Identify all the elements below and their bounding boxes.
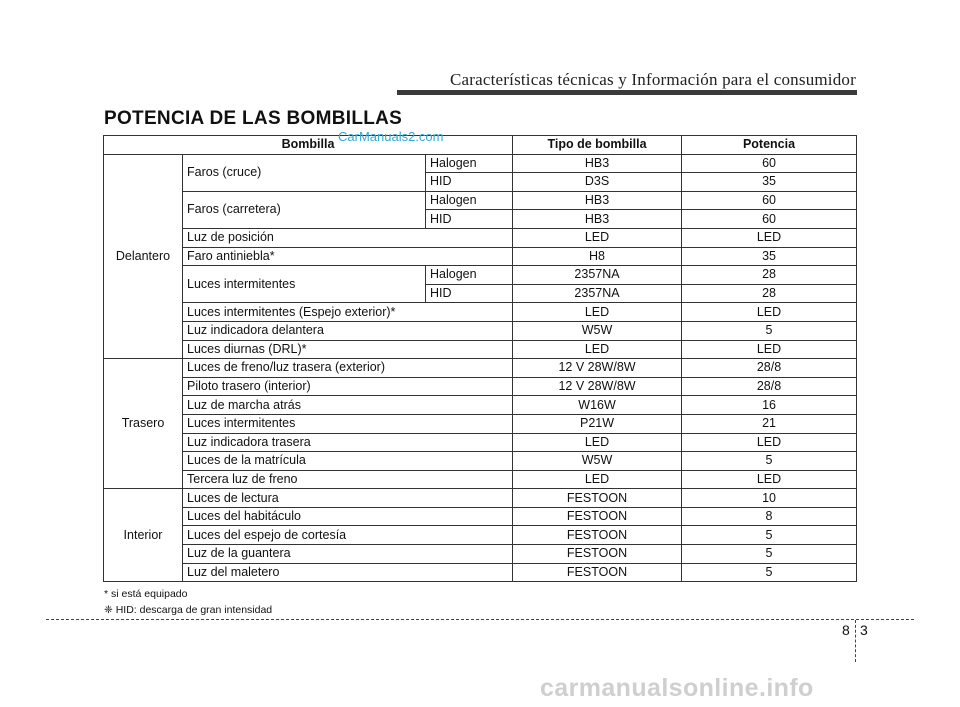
- table-row: [104, 247, 857, 266]
- bulb-type: FESTOON: [513, 563, 682, 582]
- bulb-variant: HID: [426, 210, 513, 229]
- footer-dashed-divider: [46, 619, 914, 620]
- bulb-variant: HID: [426, 284, 513, 303]
- table-row: [104, 396, 857, 415]
- bulb-power: LED: [682, 340, 857, 359]
- bulb-type: W5W: [513, 321, 682, 340]
- bulb-power: LED: [682, 433, 857, 452]
- table-row: [104, 470, 857, 489]
- table-row: [104, 526, 857, 545]
- bulb-variant: Halogen: [426, 266, 513, 285]
- table-row: [104, 507, 857, 526]
- column-header-type: Tipo de bombilla: [513, 136, 682, 155]
- bulb-power: 28: [682, 266, 857, 285]
- bulb-variant: HID: [426, 173, 513, 192]
- bulb-name: Luces de la matrícula: [183, 452, 513, 471]
- section-label: Interior: [104, 489, 183, 582]
- table-row: [104, 340, 857, 359]
- bulb-power: 5: [682, 563, 857, 582]
- bulb-power: 8: [682, 507, 857, 526]
- page-number: 3: [860, 622, 868, 638]
- bulb-type: HB3: [513, 210, 682, 229]
- bulb-type: P21W: [513, 414, 682, 433]
- bulb-name: Luces del espejo de cortesía: [183, 526, 513, 545]
- bulb-type: D3S: [513, 173, 682, 192]
- bulb-power: 28/8: [682, 377, 857, 396]
- table-row: [104, 489, 857, 508]
- bulb-power: 5: [682, 321, 857, 340]
- bulb-name: Piloto trasero (interior): [183, 377, 513, 396]
- bulb-power: 28/8: [682, 359, 857, 378]
- bulb-name: Faros (carretera): [183, 191, 426, 228]
- bulb-type: LED: [513, 303, 682, 322]
- bulb-name: Luz del maletero: [183, 563, 513, 582]
- bulb-name: Luces de freno/luz trasera (exterior): [183, 359, 513, 378]
- bulb-name: Luces del habitáculo: [183, 507, 513, 526]
- bulb-type: HB3: [513, 154, 682, 173]
- bulb-power: LED: [682, 303, 857, 322]
- bulb-power: 21: [682, 414, 857, 433]
- watermark-top: CarManuals2.com: [338, 129, 444, 144]
- bulb-name: Luces de lectura: [183, 489, 513, 508]
- bulb-type: 12 V 28W/8W: [513, 359, 682, 378]
- bulb-type: 2357NA: [513, 284, 682, 303]
- bulb-power: 60: [682, 191, 857, 210]
- bulb-name: Tercera luz de freno: [183, 470, 513, 489]
- bulb-type: W16W: [513, 396, 682, 415]
- bulb-name: Luz de posición: [183, 228, 513, 247]
- table-row: [104, 266, 857, 285]
- bulb-type: LED: [513, 470, 682, 489]
- bulb-power: 16: [682, 396, 857, 415]
- table-header-row: [104, 136, 857, 155]
- section-title: POTENCIA DE LAS BOMBILLAS: [104, 108, 403, 129]
- table-row: [104, 452, 857, 471]
- bulb-type: HB3: [513, 191, 682, 210]
- bulb-name: Luces intermitentes (Espejo exterior)*: [183, 303, 513, 322]
- table-row: [104, 191, 857, 210]
- column-header-power: Potencia: [682, 136, 857, 155]
- bulb-power: 5: [682, 452, 857, 471]
- bulb-power: 5: [682, 526, 857, 545]
- section-label: Trasero: [104, 359, 183, 489]
- bulb-name: Luces intermitentes: [183, 266, 426, 303]
- table-row: [104, 433, 857, 452]
- bulb-name: Faros (cruce): [183, 154, 426, 191]
- table-row: [104, 377, 857, 396]
- bulb-type: LED: [513, 433, 682, 452]
- bulb-power: 60: [682, 210, 857, 229]
- bulb-power: 60: [682, 154, 857, 173]
- footnote-hid: ❈ HID: descarga de gran intensidad: [104, 604, 273, 616]
- bulb-name: Luces intermitentes: [183, 414, 513, 433]
- watermark-bottom: carmanualsonline.info: [540, 674, 814, 702]
- footnotes: [104, 586, 272, 618]
- table-row: [104, 545, 857, 564]
- column-header-bulb: Bombilla: [104, 136, 513, 155]
- table-row: [104, 228, 857, 247]
- bulb-wattage-table: [103, 135, 857, 582]
- bulb-name: Luz de la guantera: [183, 545, 513, 564]
- table-row: [104, 563, 857, 582]
- bulb-power: LED: [682, 470, 857, 489]
- bulb-name: Luz de marcha atrás: [183, 396, 513, 415]
- bulb-power: 5: [682, 545, 857, 564]
- bulb-name: Faro antiniebla*: [183, 247, 513, 266]
- page-chapter-number: 8: [842, 622, 850, 638]
- table-body: [104, 154, 857, 582]
- bulb-power: 10: [682, 489, 857, 508]
- bulb-type: W5W: [513, 452, 682, 471]
- table-row: [104, 154, 857, 173]
- header-divider-bar: [397, 90, 857, 95]
- bulb-name: Luz indicadora trasera: [183, 433, 513, 452]
- chapter-header-title: Características técnicas y Información para el consumidor: [449, 70, 856, 89]
- table-row: [104, 303, 857, 322]
- bulb-power: 35: [682, 173, 857, 192]
- bulb-type: LED: [513, 228, 682, 247]
- bulb-name: Luz indicadora delantera: [183, 321, 513, 340]
- bulb-power: 35: [682, 247, 857, 266]
- bulb-variant: Halogen: [426, 191, 513, 210]
- bulb-type: LED: [513, 340, 682, 359]
- bulb-power: LED: [682, 228, 857, 247]
- section-label: Delantero: [104, 154, 183, 359]
- bulb-type: FESTOON: [513, 489, 682, 508]
- table-row: [104, 321, 857, 340]
- page-number-divider: [855, 620, 856, 662]
- footnote-optional: * si está equipado: [104, 588, 188, 600]
- bulb-type: FESTOON: [513, 545, 682, 564]
- bulb-type: H8: [513, 247, 682, 266]
- bulb-type: FESTOON: [513, 507, 682, 526]
- bulb-power: 28: [682, 284, 857, 303]
- table-row: [104, 359, 857, 378]
- bulb-variant: Halogen: [426, 154, 513, 173]
- table-row: [104, 414, 857, 433]
- bulb-type: 2357NA: [513, 266, 682, 285]
- bulb-type: FESTOON: [513, 526, 682, 545]
- bulb-name: Luces diurnas (DRL)*: [183, 340, 513, 359]
- bulb-type: 12 V 28W/8W: [513, 377, 682, 396]
